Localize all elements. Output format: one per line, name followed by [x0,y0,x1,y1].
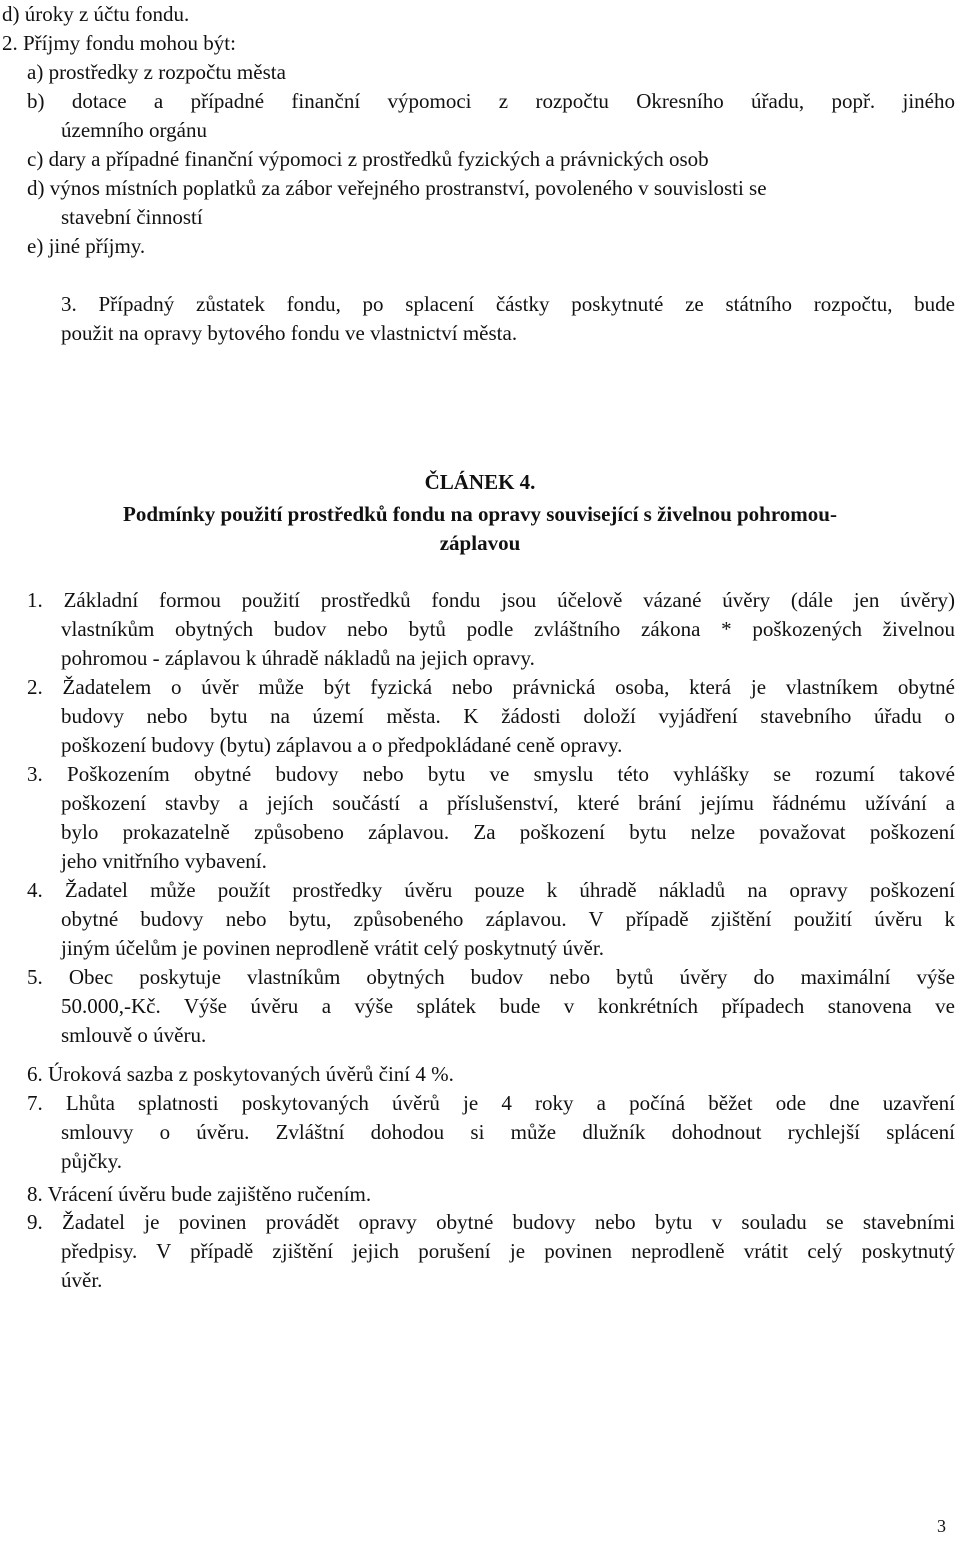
text-line: smlouvě o úvěru. [61,1023,207,1047]
text-line: c) dary a případné finanční výpomoci z prostředků fyzických a právnických osob [27,147,709,171]
text-line: 2. Příjmy fondu mohou být: [2,31,236,55]
text-line: 8. Vrácení úvěru bude zajištěno ručením. [27,1182,372,1206]
text-line: 9. Žadatel je povinen provádět opravy obytné budovy nebo bytu v souladu se stavebními [27,1210,955,1234]
text-line: stavební činností [61,205,203,229]
text-line: 5. Obec poskytuje vlastníkům obytných budov nebo bytů úvěry do maximální výše [27,965,955,989]
text-line: jeho vnitřního vybavení. [61,849,267,873]
text-line: použit na opravy bytového fondu ve vlastnictví města. [61,321,518,345]
article-subtitle: záplavou [439,531,521,555]
text-line: d) úroky z účtu fondu. [2,2,190,26]
text-line: smlouvy o úvěru. Zvláštní dohodou si může dlužník dohodnout rychlejší splácení [61,1120,955,1144]
text-line: a) prostředky z rozpočtu města [27,60,286,84]
article-heading: ČLÁNEK 4. [424,470,536,494]
text-line: bylo prokazatelně způsobeno záplavou. Za poškození bytu nelze považovat poškození [61,820,955,844]
text-line: poškození budovy (bytu) záplavou a o předpokládané ceně opravy. [61,733,623,757]
text-line: 7. Lhůta splatnosti poskytovaných úvěrů je 4 roky a počíná běžet ode dne uzavření [27,1091,955,1115]
text-line: obytné budovy nebo bytu, způsobeného záplavou. V případě zjištění použití úvěru k [61,907,955,931]
text-line: 3. Poškozením obytné budovy nebo bytu ve smyslu této vyhlášky se rozumí takové [27,762,955,786]
text-line: 6. Úroková sazba z poskytovaných úvěrů činí 4 %. [27,1062,454,1086]
text-line: 3. Případný zůstatek fondu, po splacení částky poskytnuté ze státního rozpočtu, bude [61,292,955,316]
text-line: 4. Žadatel může použít prostředky úvěru pouze k úhradě nákladů na opravy poškození [27,878,955,902]
text-line: b) dotace a případné finanční výpomoci z rozpočtu Okresního úřadu, popř. jiného [27,89,955,113]
text-line: poškození stavby a jejích součástí a příslušenství, které brání jejímu řádnému užívání a [61,791,955,815]
text-line: územního orgánu [61,118,207,142]
text-line: e) jiné příjmy. [27,234,146,258]
text-line: předpisy. V případě zjištění jejich porušení je povinen neprodleně vrátit celý poskytnutý [61,1239,955,1263]
text-line: pohromou - záplavou k úhradě nákladů na jejich opravy. [61,646,535,670]
text-line: budovy nebo bytu na území města. K žádosti doloží vyjádření stavebního úřadu o [61,704,955,728]
text-line: d) výnos místních poplatků za zábor veřejného prostranství, povoleného v souvislosti se [27,176,767,200]
page-number: 3 [937,1516,946,1536]
text-line: půjčky. [61,1149,123,1173]
text-line: 50.000,-Kč. Výše úvěru a výše splátek bude v konkrétních případech stanovena ve [61,994,955,1018]
text-line: 2. Žadatelem o úvěr může být fyzická nebo právnická osoba, která je vlastníkem obytné [27,675,955,699]
article-subtitle: Podmínky použití prostředků fondu na opravy související s živelnou pohromou- [123,502,837,526]
text-line: 1. Základní formou použití prostředků fondu jsou účelově vázané úvěry (dále jen úvěry) [27,588,955,612]
text-line: vlastníkům obytných budov nebo bytů podle zvláštního zákona * poškozených živelnou [61,617,955,641]
text-line: jiným účelům je povinen neprodleně vrátit celý poskytnutý úvěr. [61,936,604,960]
text-line: úvěr. [61,1268,103,1292]
